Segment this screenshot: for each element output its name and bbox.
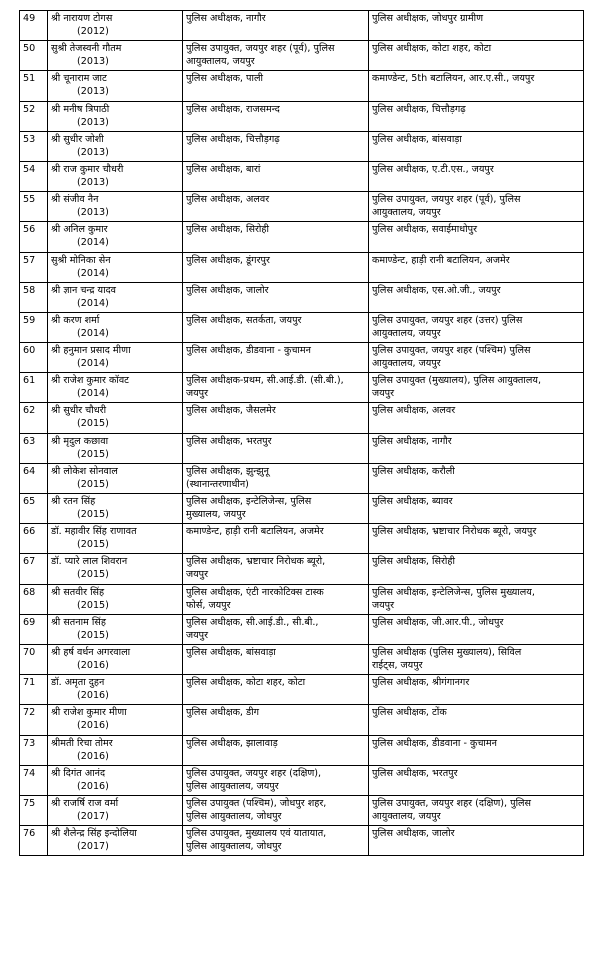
new-posting-cell	[369, 403, 584, 433]
cell-line: पुलिस अधीक्षक, राजसमन्द	[186, 103, 280, 115]
serial-number-cell: 64	[20, 463, 48, 493]
serial-number-cell: 72	[20, 705, 48, 735]
table-row	[20, 644, 584, 674]
current-posting-cell	[183, 614, 369, 644]
cell-line: पुलिस अधीक्षक, अलवर	[186, 194, 270, 206]
serial-number-cell: 67	[20, 554, 48, 584]
serial-number-cell: 55	[20, 192, 48, 222]
table-row	[20, 192, 584, 222]
cell-line: पुलिस अधीक्षक, जालोर	[186, 284, 269, 296]
cell-line: पुलिस उपायुक्त (मुख्यालय), पुलिस आयुक्तालय,	[372, 375, 541, 387]
current-posting-cell	[183, 252, 369, 282]
serial-number-cell: 63	[20, 433, 48, 463]
officer-batch: (2013)	[77, 86, 109, 98]
officer-name: डॉ. प्यारे लाल शिवरान	[51, 556, 128, 568]
current-posting-cell	[183, 312, 369, 342]
table-row	[20, 614, 584, 644]
current-posting-cell	[183, 101, 369, 131]
current-posting-cell	[183, 131, 369, 161]
new-posting-cell	[369, 494, 584, 524]
officer-name-cell	[48, 705, 183, 735]
new-posting-cell	[369, 826, 584, 856]
new-posting-cell	[369, 433, 584, 463]
officer-name-cell	[48, 735, 183, 765]
officer-name-cell	[48, 222, 183, 252]
current-posting-cell	[183, 644, 369, 674]
current-posting-cell	[183, 343, 369, 373]
officer-batch: (2016)	[77, 690, 109, 702]
serial-number-cell: 76	[20, 826, 48, 856]
cell-line: पुलिस अधीक्षक, टोंक	[372, 707, 447, 719]
officer-name: श्री संजीव नैन	[51, 194, 99, 206]
table-row	[20, 584, 584, 614]
officer-batch: (2012)	[77, 26, 109, 37]
officer-batch: (2013)	[77, 207, 109, 219]
cell-line: पुलिस उपायुक्त, जयपुर शहर (दक्षिण),	[186, 767, 322, 779]
table-row	[20, 463, 584, 493]
officer-name: श्री हर्ष वर्धन अगरवाला	[51, 646, 131, 658]
new-posting-cell	[369, 101, 584, 131]
new-posting-cell	[369, 11, 584, 41]
cell-line: पुलिस अधीक्षक, सिरोही	[186, 224, 269, 236]
officer-name: श्री सतनाम सिंह	[51, 616, 106, 628]
officer-name: श्री करण शर्मा	[51, 314, 100, 326]
cell-line: पुलिस उपायुक्त, मुख्यालय एवं यातायात,	[186, 828, 327, 840]
current-posting-cell	[183, 524, 369, 554]
cell-line: पुलिस अधीक्षक, नागौर	[186, 13, 266, 24]
serial-number-cell: 54	[20, 161, 48, 191]
serial-number-cell: 71	[20, 675, 48, 705]
cell-line: पुलिस अधीक्षक-प्रथम, सी.आई.डी. (सी.बी.),	[186, 375, 344, 387]
current-posting-cell	[183, 192, 369, 222]
officer-name-cell	[48, 282, 183, 312]
officer-name: श्री सतवीर सिंह	[51, 586, 105, 598]
officer-name: श्री मृदुल कछावा	[51, 435, 109, 447]
officer-name-cell	[48, 675, 183, 705]
serial-number-cell: 68	[20, 584, 48, 614]
officer-name-cell	[48, 644, 183, 674]
officer-name: श्री राजर्षि राज वर्मा	[51, 797, 119, 809]
cell-line: पुलिस अधीक्षक, जालोर	[372, 828, 455, 840]
new-posting-cell	[369, 312, 584, 342]
officer-name-cell	[48, 584, 183, 614]
officer-name-cell	[48, 71, 183, 101]
officer-batch: (2014)	[77, 237, 109, 249]
current-posting-cell	[183, 282, 369, 312]
serial-number-cell: 51	[20, 71, 48, 101]
serial-number-cell: 65	[20, 494, 48, 524]
officer-name-cell	[48, 343, 183, 373]
cell-line: पुलिस अधीक्षक, झालावाड़	[186, 737, 278, 749]
cell-line: पुलिस अधीक्षक, अलवर	[372, 405, 456, 417]
table-row	[20, 735, 584, 765]
cell-line: (स्थानान्तरणाधीन)	[186, 478, 249, 490]
officer-name-cell	[48, 614, 183, 644]
new-posting-cell	[369, 675, 584, 705]
officer-batch: (2014)	[77, 358, 109, 370]
officer-batch: (2013)	[77, 116, 109, 128]
new-posting-cell	[369, 735, 584, 765]
serial-number-cell: 62	[20, 403, 48, 433]
officer-batch: (2015)	[77, 448, 109, 460]
officer-name: श्री शैलेन्द्र सिंह इन्दोलिया	[51, 828, 137, 840]
serial-number-cell: 50	[20, 41, 48, 71]
transfer-table	[19, 10, 584, 856]
table-row	[20, 494, 584, 524]
officer-name: सुश्री तेजस्वनी गौतम	[51, 43, 122, 55]
serial-number-cell: 66	[20, 524, 48, 554]
cell-line: राईट्स, जयपुर	[372, 659, 423, 671]
current-posting-cell	[183, 705, 369, 735]
officer-batch: (2017)	[77, 841, 109, 853]
cell-line: आयुक्तालय, जयपुर	[372, 810, 441, 822]
cell-line: पुलिस अधीक्षक, एस.ओ.जी., जयपुर	[372, 284, 501, 296]
officer-name: श्री नारायण टोगस	[51, 13, 113, 24]
current-posting-cell	[183, 41, 369, 71]
cell-line: पुलिस अधीक्षक, जोधपुर ग्रामीण	[372, 13, 484, 24]
officer-name: श्री रतन सिंह	[51, 496, 96, 507]
officer-batch: (2014)	[77, 267, 109, 279]
officer-batch: (2015)	[77, 629, 109, 641]
current-posting-cell	[183, 222, 369, 252]
table-row	[20, 675, 584, 705]
table-row	[20, 131, 584, 161]
officer-name: श्री मनीष त्रिपाठी	[51, 103, 110, 115]
current-posting-cell	[183, 71, 369, 101]
serial-number-cell: 52	[20, 101, 48, 131]
cell-line: पुलिस अधीक्षक, करौली	[372, 465, 455, 477]
officer-name: डॉ. अमृता दुहन	[51, 677, 105, 689]
cell-line: पुलिस अधीक्षक, कोटा शहर, कोटा	[372, 43, 492, 55]
cell-line: पुलिस अधीक्षक, भ्रष्टाचार निरोधक ब्यूरो, जयपुर	[372, 526, 537, 538]
serial-number-cell: 58	[20, 282, 48, 312]
officer-name-cell	[48, 161, 183, 191]
new-posting-cell	[369, 222, 584, 252]
officer-name: डॉ. महावीर सिंह राणावत	[51, 526, 137, 538]
cell-line: पुलिस अधीक्षक, चित्तौड़गढ़	[372, 103, 466, 115]
officer-name-cell	[48, 463, 183, 493]
cell-line: पुलिस अधीक्षक, बांसवाड़ा	[186, 646, 276, 658]
officer-name: श्री राजेश कुमार कॉवट	[51, 375, 130, 387]
cell-line: पुलिस अधीक्षक, डीडवाना - कुचामन	[186, 345, 311, 357]
cell-line: पुलिस अधीक्षक, नागौर	[372, 435, 452, 447]
cell-line: पुलिस अधीक्षक, डूंगरपुर	[186, 254, 270, 266]
table-row	[20, 222, 584, 252]
officer-name: श्री दिगंत आनंद	[51, 767, 106, 779]
serial-number-cell: 74	[20, 765, 48, 795]
new-posting-cell	[369, 71, 584, 101]
table-row	[20, 161, 584, 191]
cell-line: पुलिस अधीक्षक, इन्टेलिजेन्स, पुलिस मुख्यालय,	[372, 586, 535, 598]
current-posting-cell	[183, 494, 369, 524]
table-row	[20, 252, 584, 282]
new-posting-cell	[369, 192, 584, 222]
cell-line: पुलिस अधीक्षक, ब्यावर	[372, 496, 453, 507]
officer-batch: (2015)	[77, 539, 109, 551]
serial-number-cell: 60	[20, 343, 48, 373]
cell-line: आयुक्तालय, जयपुर	[186, 56, 255, 68]
officer-batch: (2016)	[77, 780, 109, 792]
officer-batch: (2014)	[77, 297, 109, 309]
officer-batch: (2015)	[77, 418, 109, 430]
table-row	[20, 705, 584, 735]
officer-batch: (2013)	[77, 176, 109, 188]
new-posting-cell	[369, 282, 584, 312]
officer-batch: (2015)	[77, 599, 109, 611]
officer-name: श्री चूनाराम जाट	[51, 73, 107, 85]
cell-line: पुलिस अधीक्षक, ए.टी.एस., जयपुर	[372, 163, 494, 175]
officer-name: श्री ज्ञान चन्द्र यादव	[51, 284, 117, 296]
new-posting-cell	[369, 644, 584, 674]
new-posting-cell	[369, 343, 584, 373]
current-posting-cell	[183, 675, 369, 705]
current-posting-cell	[183, 403, 369, 433]
cell-line: पुलिस अधीक्षक, भरतपुर	[186, 435, 272, 447]
table-row	[20, 765, 584, 795]
officer-name: श्री लोकेश सोनवाल	[51, 465, 118, 477]
new-posting-cell	[369, 463, 584, 493]
serial-number-cell: 61	[20, 373, 48, 403]
serial-number-cell: 75	[20, 795, 48, 825]
cell-line: आयुक्तालय, जयपुर	[372, 327, 441, 339]
new-posting-cell	[369, 252, 584, 282]
table-row	[20, 343, 584, 373]
officer-name: सुश्री मोनिका सेन	[51, 254, 111, 266]
officer-name: श्री सुधीर चौधरी	[51, 405, 107, 417]
officer-name-cell	[48, 192, 183, 222]
cell-line: पुलिस आयुक्तालय, जोधपुर	[186, 810, 282, 822]
cell-line: पुलिस अधीक्षक, जी.आर.पी., जोधपुर	[372, 616, 504, 628]
table-row	[20, 71, 584, 101]
officer-name-cell	[48, 252, 183, 282]
officer-batch: (2017)	[77, 810, 109, 822]
officer-batch: (2015)	[77, 478, 109, 490]
new-posting-cell	[369, 524, 584, 554]
serial-number-cell: 49	[20, 11, 48, 41]
officer-name: श्री अनिल कुमार	[51, 224, 108, 236]
officer-batch: (2016)	[77, 659, 109, 671]
cell-line: आयुक्तालय, जयपुर	[372, 358, 441, 370]
table-row	[20, 554, 584, 584]
cell-line: पुलिस अधीक्षक, बारां	[186, 163, 261, 175]
officer-name-cell	[48, 312, 183, 342]
new-posting-cell	[369, 614, 584, 644]
current-posting-cell	[183, 735, 369, 765]
new-posting-cell	[369, 554, 584, 584]
cell-line: पुलिस अधीक्षक, सिरोही	[372, 556, 455, 568]
table-row	[20, 282, 584, 312]
cell-line: जयपुर	[372, 599, 395, 611]
new-posting-cell	[369, 705, 584, 735]
new-posting-cell	[369, 795, 584, 825]
officer-batch: (2013)	[77, 146, 109, 158]
serial-number-cell: 53	[20, 131, 48, 161]
new-posting-cell	[369, 161, 584, 191]
officer-name-cell	[48, 101, 183, 131]
officer-name-cell	[48, 826, 183, 856]
officer-name-cell	[48, 373, 183, 403]
cell-line: पुलिस अधीक्षक, झुन्झुनू	[186, 465, 270, 477]
cell-line: जयपुर	[186, 629, 209, 641]
officer-batch: (2014)	[77, 327, 109, 339]
current-posting-cell	[183, 765, 369, 795]
cell-line: पुलिस उपायुक्त, जयपुर शहर (पूर्व), पुलिस	[186, 43, 335, 55]
officer-batch: (2014)	[77, 388, 109, 400]
cell-line: पुलिस आयुक्तालय, जोधपुर	[186, 841, 282, 853]
current-posting-cell	[183, 584, 369, 614]
cell-line: आयुक्तालय, जयपुर	[372, 207, 441, 219]
table-row	[20, 795, 584, 825]
table-row	[20, 373, 584, 403]
officer-name-cell	[48, 11, 183, 41]
officer-name: श्रीमती रिचा तोमर	[51, 737, 113, 749]
officer-name-cell	[48, 554, 183, 584]
cell-line: पुलिस अधीक्षक, सतर्कता, जयपुर	[186, 314, 302, 326]
officer-name-cell	[48, 131, 183, 161]
cell-line: पुलिस अधीक्षक, इन्टेलिजेन्स, पुलिस	[186, 496, 312, 507]
officer-name-cell	[48, 795, 183, 825]
officer-name-cell	[48, 765, 183, 795]
serial-number-cell: 69	[20, 614, 48, 644]
cell-line: पुलिस उपायुक्त (पश्चिम), जोधपुर शहर,	[186, 797, 327, 809]
current-posting-cell	[183, 554, 369, 584]
cell-line: पुलिस अधीक्षक, बांसवाड़ा	[372, 133, 462, 145]
officer-name: श्री राजेश कुमार मीणा	[51, 707, 127, 719]
cell-line: मुख्यालय, जयपुर	[186, 509, 246, 520]
table-row	[20, 403, 584, 433]
cell-line: पुलिस अधीक्षक, भ्रष्टाचार निरोधक ब्यूरो,	[186, 556, 326, 568]
serial-number-cell: 59	[20, 312, 48, 342]
officer-batch: (2015)	[77, 509, 109, 520]
officer-name-cell	[48, 494, 183, 524]
cell-line: जयपुर	[186, 388, 209, 400]
officer-name-cell	[48, 403, 183, 433]
serial-number-cell: 57	[20, 252, 48, 282]
cell-line: पुलिस उपायुक्त, जयपुर शहर (पूर्व), पुलिस	[372, 194, 521, 206]
current-posting-cell	[183, 373, 369, 403]
cell-line: पुलिस अधीक्षक, सवाईमाधोपुर	[372, 224, 478, 236]
current-posting-cell	[183, 463, 369, 493]
serial-number-cell: 56	[20, 222, 48, 252]
officer-batch: (2015)	[77, 569, 109, 581]
officer-name-cell	[48, 41, 183, 71]
cell-line: पुलिस अधीक्षक, जैसलमेर	[186, 405, 276, 417]
officer-name-cell	[48, 433, 183, 463]
current-posting-cell	[183, 826, 369, 856]
table-row	[20, 41, 584, 71]
cell-line: पुलिस आयुक्तालय, जयपुर	[186, 780, 279, 792]
cell-line: पुलिस अधीक्षक, डीडवाना - कुचामन	[372, 737, 497, 749]
table-row	[20, 524, 584, 554]
new-posting-cell	[369, 131, 584, 161]
table-row	[20, 826, 584, 856]
cell-line: फोर्स, जयपुर	[186, 599, 231, 611]
serial-number-cell: 73	[20, 735, 48, 765]
officer-batch: (2016)	[77, 750, 109, 762]
officer-name-cell	[48, 524, 183, 554]
cell-line: पुलिस उपायुक्त, जयपुर शहर (पश्चिम) पुलिस	[372, 345, 531, 357]
current-posting-cell	[183, 433, 369, 463]
new-posting-cell	[369, 373, 584, 403]
table-body	[20, 11, 584, 856]
cell-line: पुलिस अधीक्षक, डीग	[186, 707, 260, 719]
current-posting-cell	[183, 795, 369, 825]
table-row	[20, 101, 584, 131]
officer-name: श्री हनुमान प्रसाद मीणा	[51, 345, 131, 357]
cell-line: पुलिस अधीक्षक, सी.आई.डी., सी.बी.,	[186, 616, 319, 628]
table-row	[20, 312, 584, 342]
cell-line: जयपुर	[186, 569, 209, 581]
cell-line: पुलिस अधीक्षक, एंटी नारकोटिक्स टास्क	[186, 586, 324, 598]
cell-line: पुलिस अधीक्षक, श्रीगंगानगर	[372, 677, 470, 689]
current-posting-cell	[183, 161, 369, 191]
officer-batch: (2016)	[77, 720, 109, 732]
officer-batch: (2013)	[77, 56, 109, 68]
cell-line: पुलिस उपायुक्त, जयपुर शहर (दक्षिण), पुलिस	[372, 797, 532, 809]
current-posting-cell	[183, 11, 369, 41]
cell-line: पुलिस अधीक्षक (पुलिस मुख्यालय), सिविल	[372, 646, 522, 658]
table-row	[20, 433, 584, 463]
cell-line: पुलिस उपायुक्त, जयपुर शहर (उत्तर) पुलिस	[372, 314, 523, 326]
officer-name: श्री राज कुमार चौधरी	[51, 163, 124, 175]
cell-line: कमाण्डेन्ट, हाड़ी रानी बटालियन, अजमेर	[372, 254, 510, 266]
cell-line: जयपुर	[372, 388, 395, 400]
cell-line: पुलिस अधीक्षक, कोटा शहर, कोटा	[186, 677, 306, 689]
cell-line: पुलिस अधीक्षक, भरतपुर	[372, 767, 458, 779]
new-posting-cell	[369, 765, 584, 795]
cell-line: कमाण्डेन्ट, हाड़ी रानी बटालियन, अजमेर	[186, 526, 324, 538]
cell-line: पुलिस अधीक्षक, चित्तौड़गढ़	[186, 133, 280, 145]
new-posting-cell	[369, 584, 584, 614]
table-row	[20, 11, 584, 41]
officer-name: श्री सुधीर जोशी	[51, 133, 104, 145]
new-posting-cell	[369, 41, 584, 71]
cell-line: कमाण्डेन्ट, 5th बटालियन, आर.ए.सी., जयपुर	[372, 73, 535, 85]
cell-line: पुलिस अधीक्षक, पाली	[186, 73, 263, 85]
serial-number-cell: 70	[20, 644, 48, 674]
